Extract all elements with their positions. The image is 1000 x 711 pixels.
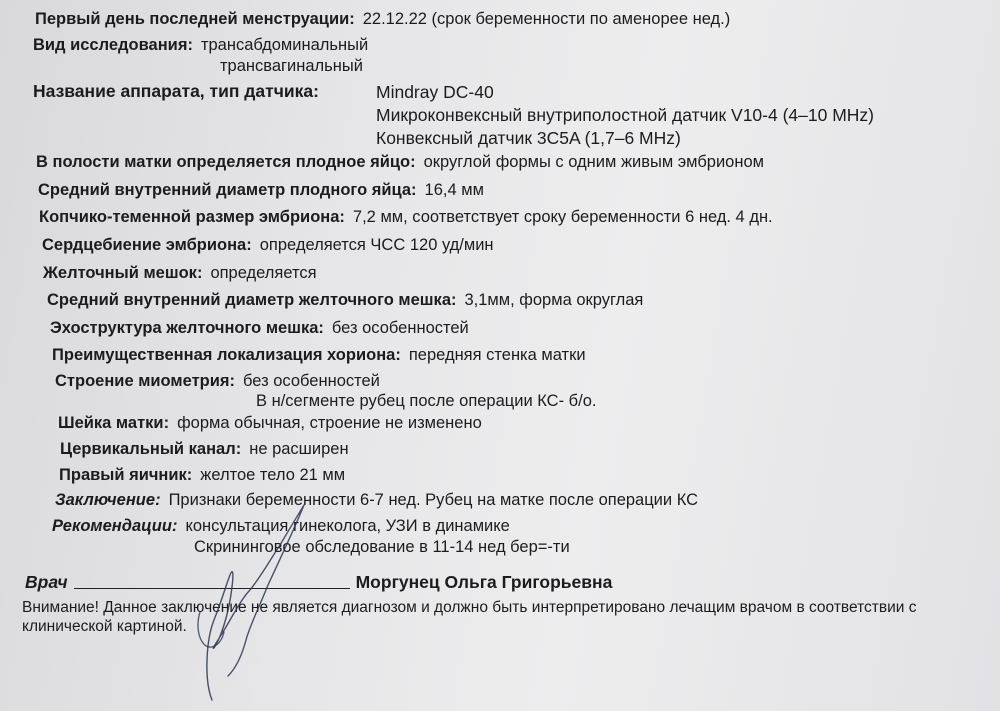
canal-label: Цервикальный канал:	[60, 440, 242, 458]
heartbeat-label: Сердцебиение эмбриона:	[42, 236, 252, 254]
cervix-value: форма обычная, строение не изменено	[177, 414, 482, 432]
chorion-label: Преимущественная локализация хориона:	[52, 346, 401, 364]
ovary-label: Правый яичник:	[59, 466, 193, 484]
device-row	[33, 81, 319, 101]
conclusion-label: Заключение:	[55, 491, 161, 509]
exam-type-label: Вид исследования:	[33, 36, 193, 54]
heartbeat-row	[42, 235, 494, 255]
yolk-diameter-row	[47, 290, 643, 310]
myometrium-row	[55, 371, 380, 391]
doctor-signature-row	[25, 571, 612, 593]
cervix-row	[58, 413, 482, 433]
recommendations-value-2: Скрининговое обследование в 11-14 нед бер=-ти	[194, 538, 570, 556]
doctor-label: Врач	[25, 572, 68, 592]
yolk-echo-value: без особенностей	[331, 319, 469, 337]
myometrium-value-2: В н/сегменте рубец после операции КС- б/о.	[256, 392, 597, 410]
doctor-name: Моргунец Ольга Григорьевна	[355, 572, 613, 592]
yolk-echo-label: Эхоструктура желточного мешка:	[50, 319, 324, 337]
recommendations-value-1: консультация гинеколога, УЗИ в динамике	[185, 517, 510, 535]
cervix-label: Шейка матки:	[58, 414, 170, 432]
exam-type-value-1: трансабдоминальный	[200, 36, 369, 54]
conclusion-value: Признаки беременности 6-7 нед. Рубец на матке после операции КС	[168, 491, 699, 509]
notice-line-2: клинической картиной.	[22, 618, 187, 635]
sac-diameter-value: 16,4 мм	[424, 181, 484, 199]
yolk-sac-value: определяется	[210, 264, 317, 282]
conclusion-row	[55, 490, 698, 510]
myometrium-value-1: без особенностей	[243, 372, 380, 390]
exam-type-row	[33, 35, 368, 55]
yolk-sac-label: Желточный мешок:	[43, 264, 203, 282]
exam-type-value-2: трансвагинальный	[220, 57, 363, 75]
chorion-value: передняя стенка матки	[408, 346, 586, 364]
device-value-2: Микроконвексный внутриполостной датчик V10-4 (4–10 MHz)	[376, 105, 874, 125]
yolk-echo-row	[50, 318, 469, 338]
lmp-value: 22.12.22 (срок беременности по аменорее нед.)	[362, 10, 731, 28]
signature-line	[74, 588, 350, 589]
yolk-diameter-label: Средний внутренний диаметр желточного мешка:	[47, 291, 457, 309]
gest-sac-label: В полости матки определяется плодное яйцо:	[36, 153, 416, 171]
canal-row	[60, 439, 349, 459]
notice-line-1: Внимание! Данное заключение не является диагнозом и должно быть интерпретировано лечащим врачом в соответствии с	[22, 599, 917, 616]
device-value-3: Конвексный датчик 3C5A (1,7–6 MHz)	[376, 128, 681, 148]
recommendations-row	[52, 516, 510, 536]
lmp-label: Первый день последней менструации:	[35, 10, 355, 28]
myometrium-label: Строение миометрия:	[55, 372, 236, 390]
crl-label: Копчико-теменной размер эмбриона:	[39, 208, 345, 226]
sac-diameter-row	[38, 180, 484, 200]
device-value-1: Mindray DC-40	[376, 82, 494, 102]
yolk-diameter-value: 3,1мм, форма округлая	[464, 291, 644, 309]
canal-value: не расширен	[249, 440, 349, 458]
ovary-row	[59, 465, 345, 485]
sac-diameter-label: Средний внутренний диаметр плодного яйца:	[38, 181, 417, 199]
gest-sac-value: округлой формы с одним живым эмбрионом	[423, 153, 764, 171]
recommendations-label: Рекомендации:	[52, 517, 178, 535]
crl-row	[39, 207, 773, 227]
lmp-row	[35, 9, 730, 29]
gest-sac-row	[36, 152, 764, 172]
yolk-sac-row	[43, 263, 317, 283]
ovary-value: желтое тело 21 мм	[200, 466, 346, 484]
device-label: Название аппарата, тип датчика:	[33, 81, 319, 101]
crl-value: 7,2 мм, соответствует сроку беременности 6 нед. 4 дн.	[352, 208, 773, 226]
heartbeat-value: определяется ЧСС 120 уд/мин	[259, 236, 494, 254]
chorion-row	[52, 345, 586, 365]
